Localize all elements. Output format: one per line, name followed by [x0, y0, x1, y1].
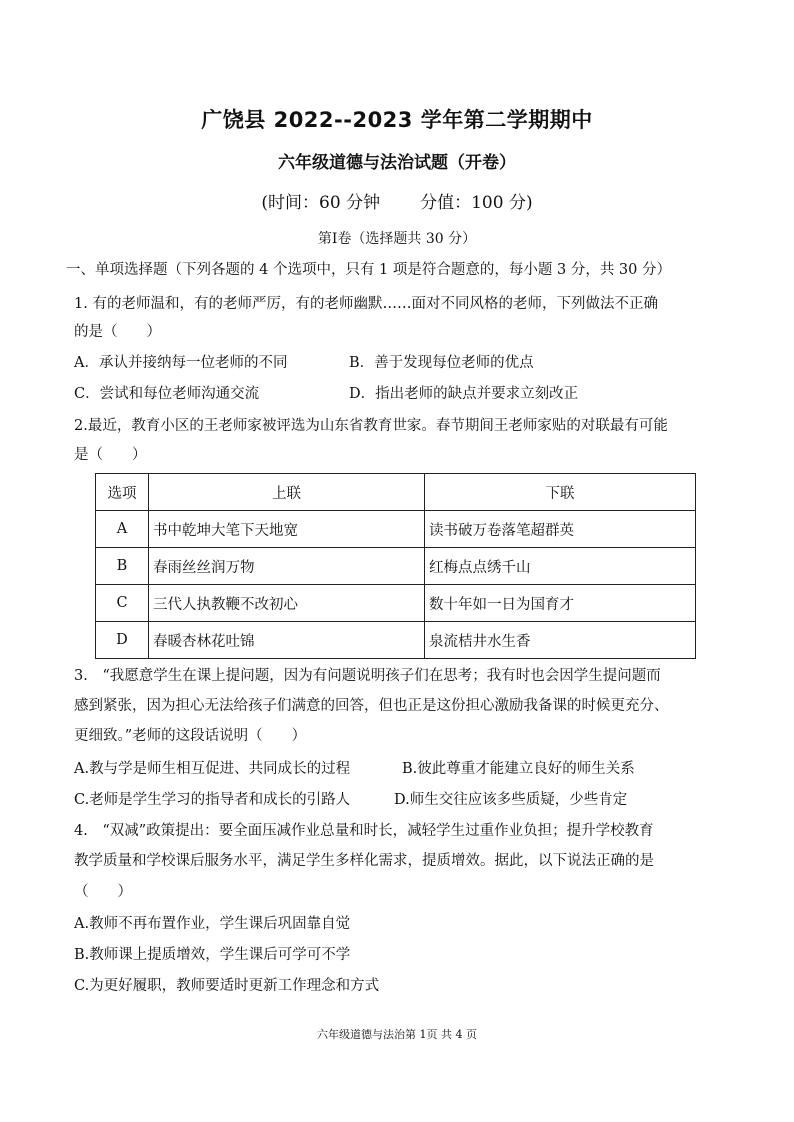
table-row — [96, 622, 696, 659]
couplet-table — [95, 473, 696, 659]
exam-time-score — [0, 188, 794, 213]
table-row — [96, 511, 696, 548]
q1-option-a: A．承认并接纳每一位老师的不同 — [74, 355, 288, 371]
q3-option-a: A.教与学是师生相互促进、共同成长的过程 — [74, 761, 351, 777]
row-upper: 春雨丝丝润万物 — [149, 548, 425, 585]
q1-option-b: B．善于发现每位老师的优点 — [349, 355, 534, 371]
exam-time: (时间：60 分钟 — [261, 193, 381, 213]
q4-stem-line1: 4. “双减”政策提出：要全面压减作业总量和时长，减轻学生过重作业负担；提升学校教育 — [74, 823, 654, 839]
q1-stem-line2: 的是（ ） — [74, 324, 161, 340]
row-lower: 红梅点点绣千山 — [425, 548, 696, 585]
q4-stem-line2: 教学质量和学校课后服务水平，满足学生多样化需求，提质增效。据此，以下说法正确的是 — [74, 853, 654, 869]
exam-score: 分值：100 分) — [420, 193, 533, 213]
q1-option-d: D．指出老师的缺点并要求立刻改正 — [349, 386, 579, 402]
q1-options-row2 — [74, 384, 578, 404]
q3-stem-line1: 3. “我愿意学生在课上提问题，因为有问题说明孩子们在思考；我有时也会因学生提问题而 — [74, 668, 661, 684]
table-header-row — [96, 474, 696, 511]
row-option: C — [96, 585, 149, 622]
q4-option-b: B.教师课上提质增效，学生课后可学可不学 — [74, 947, 351, 963]
q3-option-c: C.老师是学生学习的指导者和成长的引路人 — [74, 792, 351, 808]
row-option: A — [96, 511, 149, 548]
q1-options-row1 — [74, 353, 534, 373]
q3-stem-line3: 更细致。”老师的这段话说明（ ） — [74, 728, 307, 744]
q1-option-c: C．尝试和每位老师沟通交流 — [74, 386, 260, 402]
exam-title: 广饶县 2022--2023 学年第二学期期中 — [201, 108, 593, 132]
q1-stem-line1: 1. 有的老师温和，有的老师严厉，有的老师幽默……面对不同风格的老师，下列做法不正确 — [74, 296, 658, 312]
row-lower: 读书破万卷落笔超群英 — [425, 511, 696, 548]
volume-heading: 第Ⅰ卷（选择题共 30 分） — [317, 231, 477, 247]
q2-stem-line2: 是（ ） — [74, 447, 147, 463]
table-row — [96, 585, 696, 622]
table-row — [96, 548, 696, 585]
q3-option-d: D.师生交往应该多些质疑，少些肯定 — [394, 792, 628, 808]
q3-stem-line2: 感到紧张，因为担心无法给孩子们满意的回答，但也正是这份担心激励我备课的时候更充分、 — [74, 698, 669, 714]
row-lower: 数十年如一日为国育才 — [425, 585, 696, 622]
row-upper: 书中乾坤大笔下天地宽 — [149, 511, 425, 548]
q3-options-row1 — [74, 759, 635, 779]
row-option: D — [96, 622, 149, 659]
row-upper: 三代人执教鞭不改初心 — [149, 585, 425, 622]
q2-stem-line1: 2.最近，教育小区的王老师家被评选为山东省教育世家。春节期间王老师家贴的对联最有可能 — [74, 418, 668, 434]
q4-stem-line3: （ ） — [74, 884, 132, 900]
section-heading: 一、单项选择题（下列各题的 4 个选项中，只有 1 项是符合题意的，每小题 3 分，共 30 分） — [66, 262, 671, 278]
header-upper: 上联 — [149, 474, 425, 511]
header-lower: 下联 — [425, 474, 696, 511]
exam-subtitle: 六年级道德与法治试题（开卷） — [278, 153, 516, 173]
row-upper: 春暖杏林花吐锦 — [149, 622, 425, 659]
q4-option-c: C.为更好履职，教师要适时更新工作理念和方式 — [74, 978, 380, 994]
row-option: B — [96, 548, 149, 585]
row-lower: 泉流桔井水生香 — [425, 622, 696, 659]
q3-options-row2 — [74, 790, 627, 810]
page-footer: 六年级道德与法治第 1页 共 4 页 — [317, 1028, 477, 1041]
header-option: 选项 — [96, 474, 149, 511]
q3-option-b: B.彼此尊重才能建立良好的师生关系 — [402, 761, 635, 777]
q4-option-a: A.教师不再布置作业，学生课后巩固靠自觉 — [74, 916, 351, 932]
